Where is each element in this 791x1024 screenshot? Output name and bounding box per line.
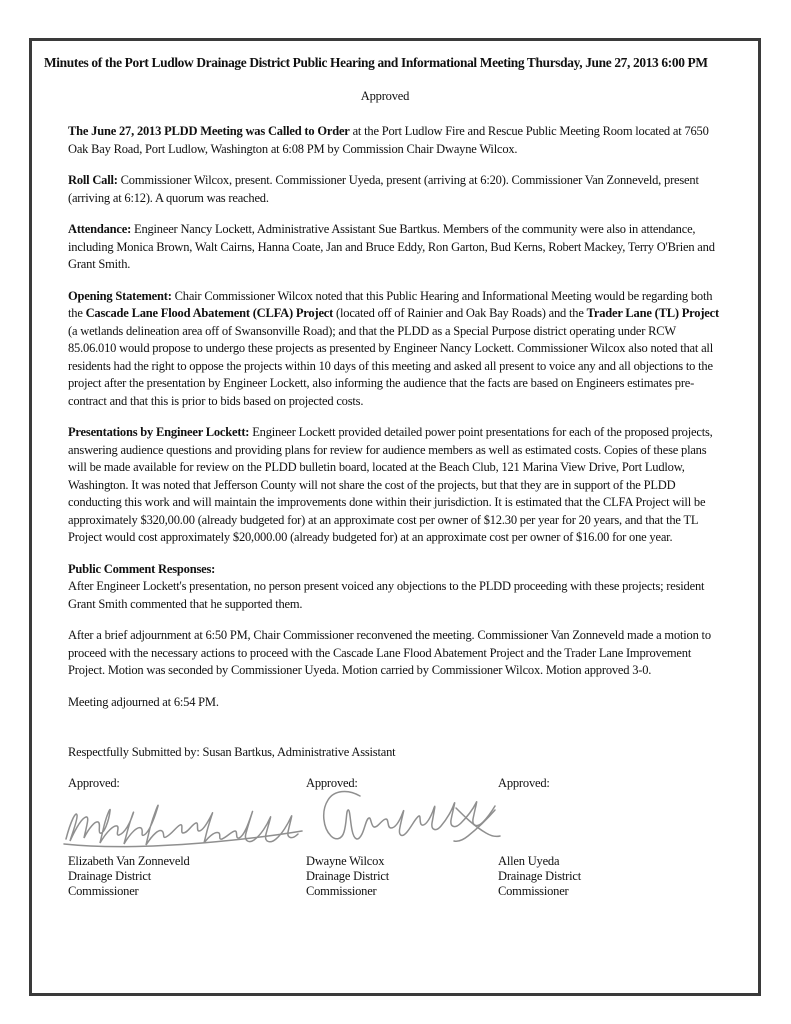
wilcox-signature bbox=[290, 786, 506, 856]
signer-org: Drainage District bbox=[306, 869, 390, 883]
approved-label: Approved: bbox=[498, 775, 550, 790]
document-page bbox=[29, 38, 761, 996]
signer-name: Dwayne Wilcox bbox=[306, 854, 385, 868]
signer-role: Commissioner bbox=[68, 884, 139, 898]
roll-call-paragraph: Roll Call: Commissioner Wilcox, present. Commissioner Uyeda, present (arriving at 6:20). Commissioner Van Zonneveld, present (arriving at 6:12). A quorum was reached. bbox=[68, 173, 699, 205]
signature-column-uyeda bbox=[498, 775, 726, 900]
public-comment-paragraph: Public Comment Responses: After Engineer Lockett's presentation, no person present voiced any objections to the PLDD proceeding with these projects; resident Grant Smith commented that he supported them. bbox=[68, 561, 705, 611]
called-to-order-paragraph: The June 27, 2013 PLDD Meeting was Called to Order at the Port Ludlow Fire and Rescue Public Meeting Room located at 7650 Oak Bay Road, Port Ludlow, Washington at 6:08 PM by Commission Chair Dwayne Wilcox. bbox=[68, 124, 709, 156]
document-title: Minutes of the Port Ludlow Drainage District Public Hearing and Informational Meeting Thursday, June 27, 2013 6:00 PM bbox=[44, 55, 708, 70]
signer-role: Commissioner bbox=[498, 884, 569, 898]
signer-org: Drainage District bbox=[498, 869, 582, 883]
signer-wilcox bbox=[306, 854, 498, 899]
signer-name: Allen Uyeda bbox=[498, 854, 560, 868]
approved-label: Approved: bbox=[306, 775, 358, 790]
signer-uyeda bbox=[498, 854, 726, 899]
attendance-paragraph: Attendance: Engineer Nancy Lockett, Administrative Assistant Sue Bartkus. Members of the community were also in attendance, including Monica Brown, Walt Cairns, Hanna Coate, Jan and Bruce Eddy, Ron Garton, Bud Kerns, Robert Mackey, Terry O'Brien and Grant Smith. bbox=[68, 222, 715, 271]
document-body bbox=[68, 123, 726, 711]
adjournment-motion-paragraph: After a brief adjournment at 6:50 PM, Chair Commissioner reconvened the meeting. Commissioner Van Zonneveld made a motion to proceed with the necessary actions to proceed with the Cascade Lane Flood Abatement Project and the Trader Lane Improvement Project. Motion was seconded by Commissioner Uyeda. Motion carried by Commissioner Wilcox. Motion approved 3-0. bbox=[68, 628, 711, 677]
signer-name: Elizabeth Van Zonneveld bbox=[68, 854, 190, 868]
signature-area-empty bbox=[498, 792, 726, 854]
signature-area bbox=[306, 792, 498, 854]
meeting-adjourned-line: Meeting adjourned at 6:54 PM. bbox=[68, 694, 219, 709]
opening-statement-paragraph: Opening Statement: Chair Commissioner Wilcox noted that this Public Hearing and Informational Meeting would be regarding both the Cascade Lane Flood Abatement (CLFA) Project (located off of Rainier and Oak Bay Roads) and the Trader Lane (TL) Project (a wetlands delineation area off of Swansonville Road); and that the PLDD as a Special Purpose district operating under RCW 85.06.010 would propose to undergo these projects as presented by Engineer Nancy Lockett. Commissioner Wilcox also noted that all residents had the right to oppose the projects within 10 days of this meeting and asked all present to voice any and all objections to the project after the presentation by Engineer Lockett, also informing the audience that the facts are based on Engineers estimates pre-contract and that this is prior to bids based on projected costs. bbox=[68, 288, 719, 408]
signer-role: Commissioner bbox=[306, 884, 377, 898]
presentations-paragraph: Presentations by Engineer Lockett: Engineer Lockett provided detailed power point presentations for each of the proposed projects, answering audience questions and providing plans for review for audience members as well as estimated costs. Copies of these plans will be made available for review on the PLDD bulletin board, located at the Beach Club, 121 Marina View Drive, Port Ludlow, Washington. It was noted that Jefferson County will not share the cost of the projects, but that they are in support of the PLDD conducting this work and will maintain the improvements done within their jurisdiction. It is estimated that the CLFA Project will be approximately $320,00.00 (already budgeted for) at an approximate cost per owner of $12.30 per year for 20 years, and that the TL Project would cost approximately $20,000.00 (already budgeted for) at an approximate cost per owner of $16.00 for one year. bbox=[68, 425, 713, 544]
signature-area bbox=[68, 792, 306, 854]
signature-column-van-zonneveld bbox=[68, 775, 306, 900]
signature-block bbox=[68, 775, 726, 900]
signer-van-zonneveld bbox=[68, 854, 306, 899]
submitted-by-line: Respectfully Submitted by: Susan Bartkus, Administrative Assistant bbox=[68, 745, 396, 759]
approval-status: Approved bbox=[360, 88, 410, 103]
signer-org: Drainage District bbox=[68, 869, 152, 883]
van-zonneveld-signature bbox=[62, 798, 306, 854]
signature-column-wilcox bbox=[306, 775, 498, 900]
approved-label: Approved: bbox=[68, 775, 120, 790]
